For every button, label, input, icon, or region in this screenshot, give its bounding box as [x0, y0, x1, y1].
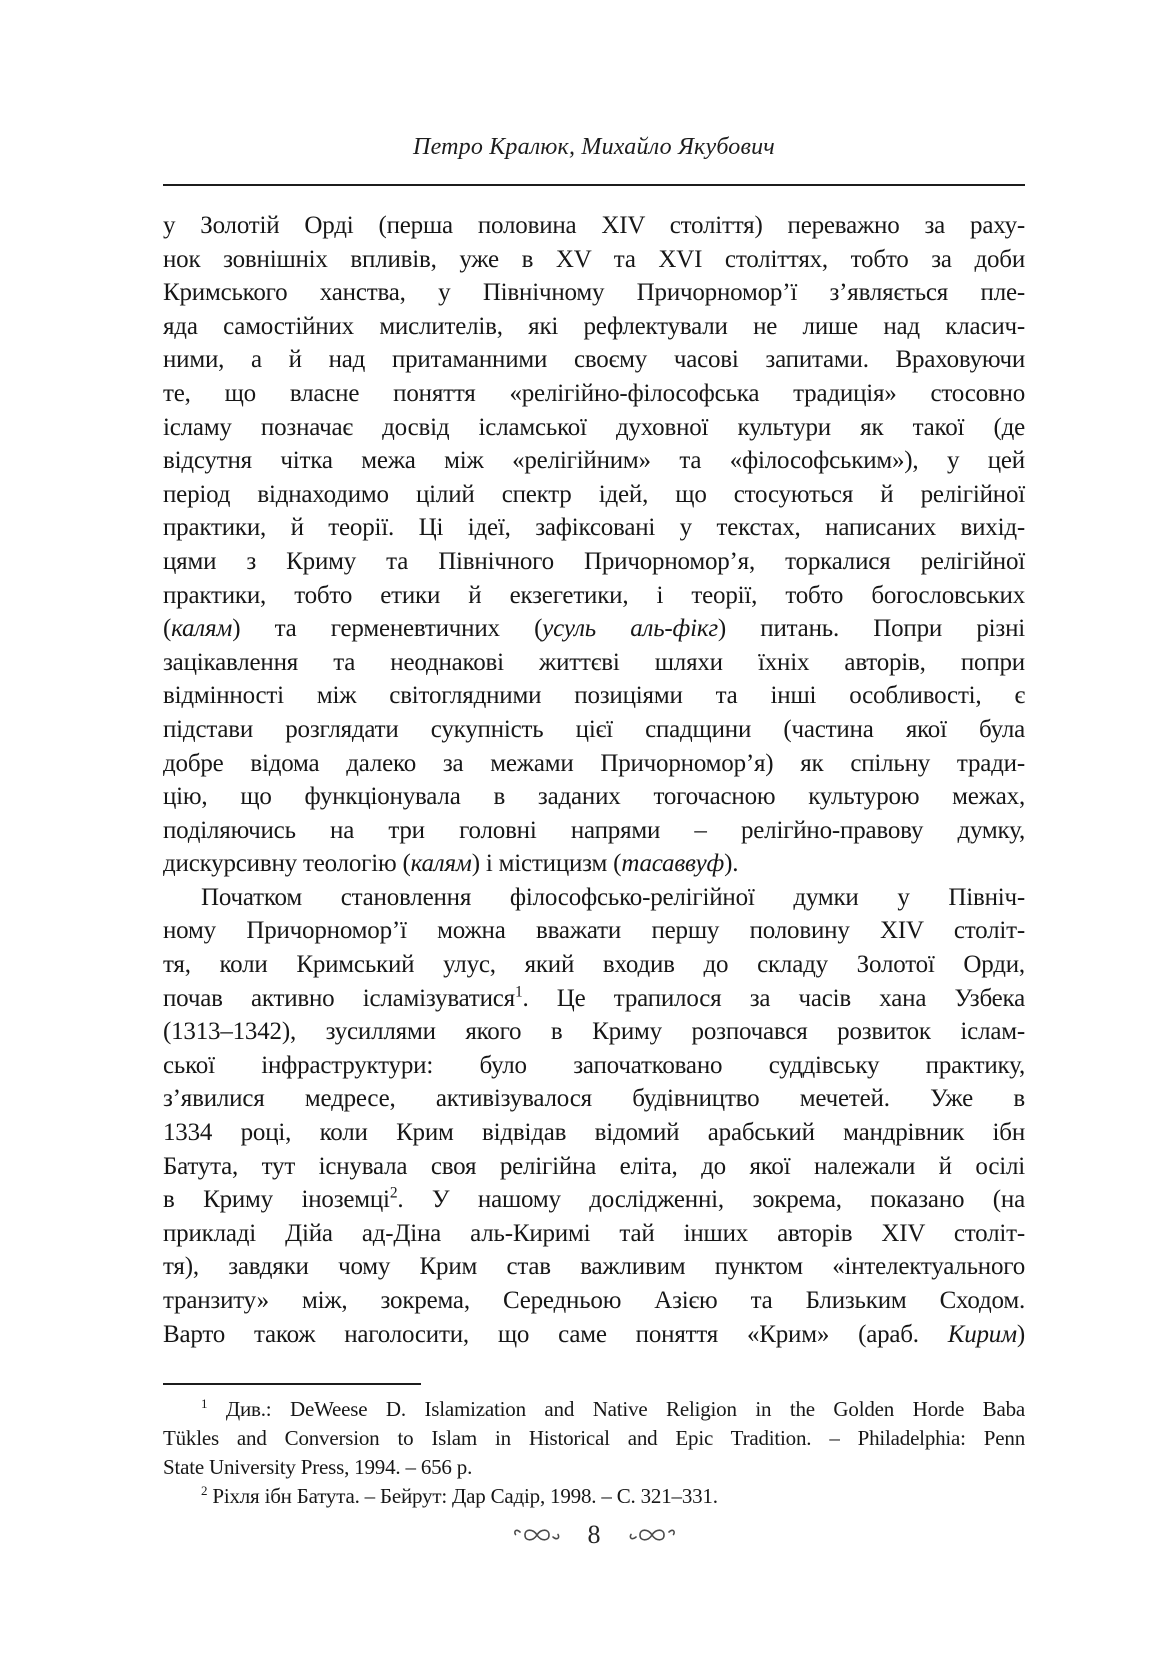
text-line: яда самостійних мислителів, які рефлектували не лише над класич-: [163, 312, 1025, 340]
header-rule: [163, 184, 1025, 186]
text-line: $^1$ Див.: DeWeese D. Islamization and Native Religion in the Golden Horde Baba: [201, 1396, 1025, 1421]
footnote-marker: 2: [201, 1483, 208, 1498]
text-line: практики, й теорії. Ці ідеї, зафіксовані у текстах, написаних вихід-: [163, 514, 1025, 542]
text-line: Tükles and Conversion to Islam in Historical and Epic Tradition. – Philadelphia: Penn: [163, 1426, 1025, 1450]
flourish-ornament-left-icon: [508, 1520, 566, 1550]
text-line: зацікавлення та неоднакові життєві шляхи їхніх авторів, попри: [163, 648, 1025, 676]
footnote-text: [163, 1395, 1025, 1511]
text-line: ному Причорномор’ї можна вважати першу половину XIV століт-: [163, 917, 1025, 945]
text-line: підстави розглядати сукупність цієї спадщини (частина якої була: [163, 715, 1025, 743]
body-text: [163, 209, 1025, 1351]
text-line: добре відома далеко за межами Причорномор’я) як спільну тради-: [163, 749, 1025, 777]
text-line: Батута, тут існувала своя релігійна еліта, до якої належали й осілі: [163, 1152, 1025, 1180]
footnote-marker: 1: [514, 983, 523, 1001]
text-line: (калям) та герменевтичних (усуль аль-фікг) питань. Попри різні: [163, 615, 1025, 643]
footnote-separator-rule: [163, 1383, 421, 1385]
text-line: відсутня чітка межа між «релігійним» та «філософським»), у цей: [163, 447, 1025, 475]
text-line: $^2$ Ріхля ібн Батута. – Бейрут: Дар Садір, 1998. – С. 321–331.: [201, 1483, 718, 1508]
text-line: почав активно ісламізуватися$^1$. Це трапилося за часів хана Узбека: [163, 983, 1025, 1012]
text-line: цію, що функціонувала в заданих тогочасною культурою межах,: [163, 783, 1025, 811]
text-line: тя, коли Кримський улус, який входив до складу Золотої Орди,: [163, 951, 1025, 979]
text-line: відмінності між світоглядними позиціями та інші особливості, є: [163, 682, 1025, 710]
text-line: практики, тобто етики й екзегетики, і теорії, тобто богословських: [163, 581, 1025, 609]
text-line: з’явилися медресе, активізувалося будівництво мечетей. Уже в: [163, 1085, 1025, 1113]
text-line: ської інфраструктури: було започатковано суддівську практику,: [163, 1051, 1025, 1079]
footnote-marker: 2: [389, 1184, 398, 1202]
text-line: Варто також наголосити, що саме поняття «Крим» (араб. Кирим): [163, 1320, 1025, 1348]
text-line: те, що власне поняття «релігійно-філософська традиція» стосовно: [163, 379, 1025, 407]
text-line: нок зовнішніх впливів, уже в XV та XVI століттях, тобто за доби: [163, 245, 1025, 273]
text-line: поділяючись на три головні напрями – релігйно-правову думку,: [163, 816, 1025, 844]
text-line: State University Press, 1994. – 656 p.: [163, 1455, 473, 1479]
text-line: тя), завдяки чому Крим став важливим пунктом «інтелектуального: [163, 1253, 1025, 1281]
footnote-marker: 1: [201, 1396, 208, 1411]
text-line: дискурсивну теологію (калям) і містицизм (тасаввуф).: [163, 850, 739, 878]
text-line: прикладі Дійа ад-Діна аль-Киримі тай інших авторів XIV століт-: [163, 1219, 1025, 1247]
text-line: Початком становлення філософсько-релігійної думки у Північ-: [201, 883, 1025, 911]
text-line: цями з Криму та Північного Причорномор’я, торкалися релігійної: [163, 547, 1025, 575]
text-line: Кримського ханства, у Північному Причорномор’ї з’являється пле-: [163, 279, 1025, 307]
text-line: ними, а й над притаманними своєму часові запитами. Враховуючи: [163, 346, 1025, 374]
running-header-authors: Петро Кралюк, Михайло Якубович: [413, 134, 775, 160]
text-line: у Золотій Орді (перша половина XIV століття) переважно за раху-: [163, 212, 1025, 239]
text-line: період віднаходимо цілий спектр ідей, що стосуються й релігійної: [163, 480, 1025, 508]
page-footer: [163, 1520, 1025, 1550]
text-line: транзиту» між, зокрема, Середньою Азією та Близьким Сходом.: [163, 1287, 1025, 1314]
text-line: 1334 році, коли Крим відвідав відомий арабський мандрівник ібн: [163, 1119, 1025, 1147]
page-number: 8: [587, 1520, 601, 1549]
text-line: (1313–1342), зусиллями якого в Криму розпочався розвиток іслам-: [163, 1018, 1025, 1046]
flourish-ornament-right-icon: [623, 1520, 681, 1550]
text-line: ісламу позначає досвід ісламської духовної культури як такої (де: [163, 413, 1025, 441]
text-line: в Криму іноземці$^2$. У нашому дослідженні, зокрема, показано (на: [163, 1184, 1025, 1214]
